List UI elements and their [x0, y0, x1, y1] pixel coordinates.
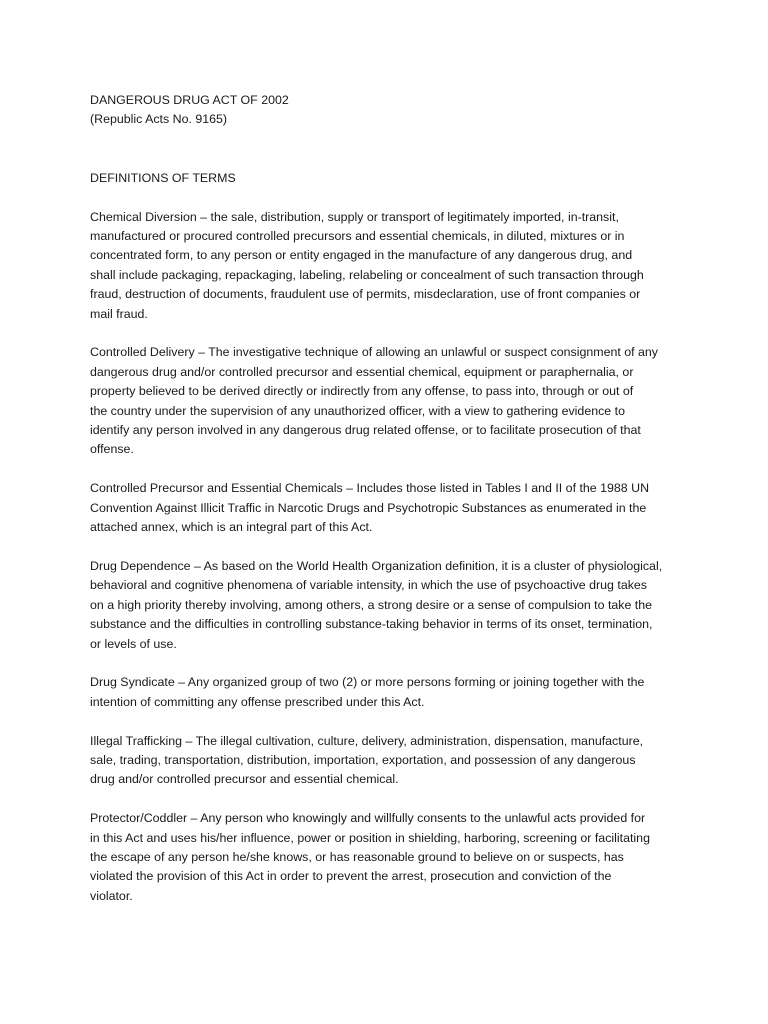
definition-line: Convention Against Illicit Traffic in Narcotic Drugs and Psychotropic Substances as enumerated in the — [90, 500, 647, 515]
definition-line: manufactured or procured controlled precursors and essential chemicals, in diluted, mixtures or in — [90, 229, 625, 244]
definition-drug-syndicate — [90, 673, 680, 712]
definition-line: in this Act and uses his/her influence, power or position in shielding, harboring, screening or facilitating — [90, 830, 650, 845]
definition-line: on a high priority thereby involving, among others, a strong desire or a sense of compulsion to take the — [90, 597, 653, 612]
definition-line: shall include packaging, repackaging, labeling, relabeling or concealment of such transaction through — [90, 267, 644, 282]
definition-illegal-trafficking — [90, 732, 680, 790]
definition-line: fraud, destruction of documents, fraudulent use of permits, misdeclaration, use of front companies or — [90, 287, 641, 302]
definition-line: Controlled Precursor and Essential Chemicals – Includes those listed in Tables I and II of the 1988 UN — [90, 481, 650, 496]
definition-line: attached annex, which is an integral part of this Act. — [90, 520, 373, 535]
section-heading-text: DEFINITIONS OF TERMS — [90, 170, 236, 185]
document-title-block — [90, 91, 680, 130]
definition-line: substance and the difficulties in controlling substance-taking behavior in terms of its onset, termination, — [90, 617, 653, 632]
definition-line: violator. — [90, 888, 133, 903]
definition-line: or levels of use. — [90, 636, 177, 651]
definition-controlled-precursor — [90, 479, 680, 537]
definition-drug-dependence — [90, 557, 680, 654]
definition-controlled-delivery — [90, 343, 680, 459]
document-subtitle: (Republic Acts No. 9165) — [90, 112, 228, 127]
definition-line: identify any person involved in any dangerous drug related offense, or to facilitate prosecution of that — [90, 423, 641, 438]
definition-line: drug and/or controlled precursor and essential chemical. — [90, 772, 399, 787]
definition-line: mail fraud. — [90, 306, 148, 321]
document-title: DANGEROUS DRUG ACT OF 2002 — [90, 93, 289, 107]
definition-line: violated the provision of this Act in order to prevent the arrest, prosecution and conviction of the — [90, 869, 612, 884]
definition-line: Protector/Coddler – Any person who knowingly and willfully consents to the unlawful acts provided for — [90, 811, 646, 826]
definition-line: Drug Dependence – As based on the World Health Organization definition, it is a cluster of physiological, — [90, 558, 663, 573]
definition-line: property believed to be derived directly or indirectly from any offense, to pass into, through or out of — [90, 384, 634, 399]
definition-line: Illegal Trafficking – The illegal cultivation, culture, delivery, administration, dispensation, manufacture, — [90, 733, 644, 748]
definition-line: Controlled Delivery – The investigative technique of allowing an unlawful or suspect consignment of any — [90, 345, 658, 360]
definition-line: behavioral and cognitive phenomena of variable intensity, in which the use of psychoactive drug takes — [90, 578, 647, 593]
definition-line: offense. — [90, 442, 134, 457]
definition-line: Chemical Diversion – the sale, distribution, supply or transport of legitimately imported, in-transit, — [90, 209, 619, 224]
definition-line: the country under the supervision of any unauthorized officer, with a view to gathering evidence to — [90, 403, 625, 418]
definition-chemical-diversion — [90, 208, 680, 324]
definition-line: the escape of any person he/she knows, or has reasonable ground to believe on or suspects, has — [90, 849, 624, 864]
definition-line: intention of committing any offense prescribed under this Act. — [90, 694, 425, 709]
definition-protector-coddler — [90, 809, 680, 906]
section-heading — [90, 169, 680, 188]
definition-line: dangerous drug and/or controlled precursor and essential chemical, equipment or paraphernalia, or — [90, 364, 634, 379]
definition-line: concentrated form, to any person or entity engaged in the manufacture of any dangerous drug, and — [90, 248, 633, 263]
document-body — [90, 91, 680, 906]
definition-line: Drug Syndicate – Any organized group of two (2) or more persons forming or joining together with the — [90, 675, 645, 690]
definition-line: sale, trading, transportation, distribution, importation, exportation, and possession of any dangerous — [90, 752, 636, 767]
